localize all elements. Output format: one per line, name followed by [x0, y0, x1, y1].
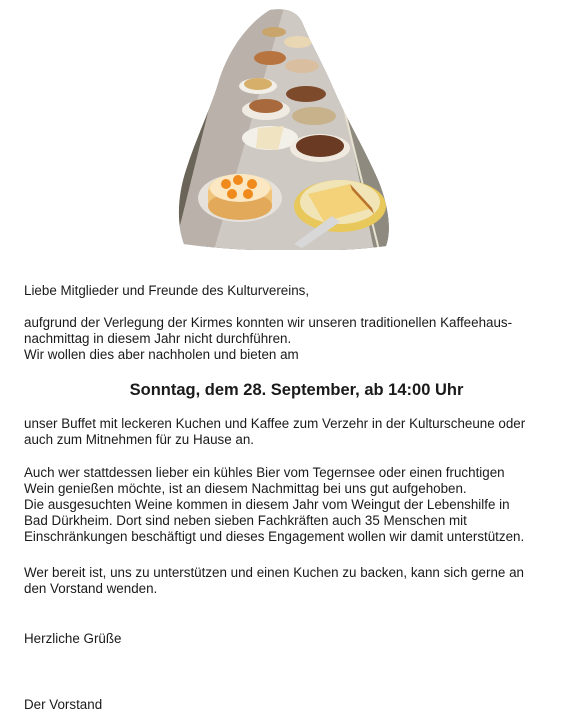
greeting: Liebe Mitglieder und Freunde des Kulturvereins, [24, 283, 310, 298]
closing: Herzliche Grüße [24, 631, 122, 646]
intro-paragraph: aufgrund der Verlegung der Kirmes konnten wir unseren traditionellen Kaffeehaus- nachmittag in diesem Jahr nicht durchführen. Wir wollen dies aber nachholen und bieten am [24, 315, 513, 362]
signature: Der Vorstand [24, 697, 103, 712]
cake-buffet-photo [174, 8, 390, 250]
baking-call-paragraph: Wer bereit ist, uns zu unterstützen und einen Kuchen zu backen, kann sich gerne an den Vorstand wenden. [24, 565, 524, 596]
drinks-paragraph: Auch wer stattdessen lieber ein kühles Bier vom Tegernsee oder einen fruchtigen Wein genießen möchte, ist an diesem Nachmittag bei uns gut aufgehoben. Die ausgesuchten Weine kommen in diesem Jahr vom Weingut der Lebenshilfe in Bad Dürkheim. Dort sind neben sieben Fachkräften auch 35 Menschen mit Einschränkungen beschäftigt und dieses Engagement wollen wir damit unterstützen. [24, 465, 525, 544]
event-date-heading: Sonntag, dem 28. September, ab 14:00 Uhr [129, 381, 464, 399]
buffet-paragraph: unser Buffet mit leckeren Kuchen und Kaffee zum Verzehr in der Kulturscheune oder auch zum Mitnehmen für zu Hause an. [24, 416, 526, 447]
